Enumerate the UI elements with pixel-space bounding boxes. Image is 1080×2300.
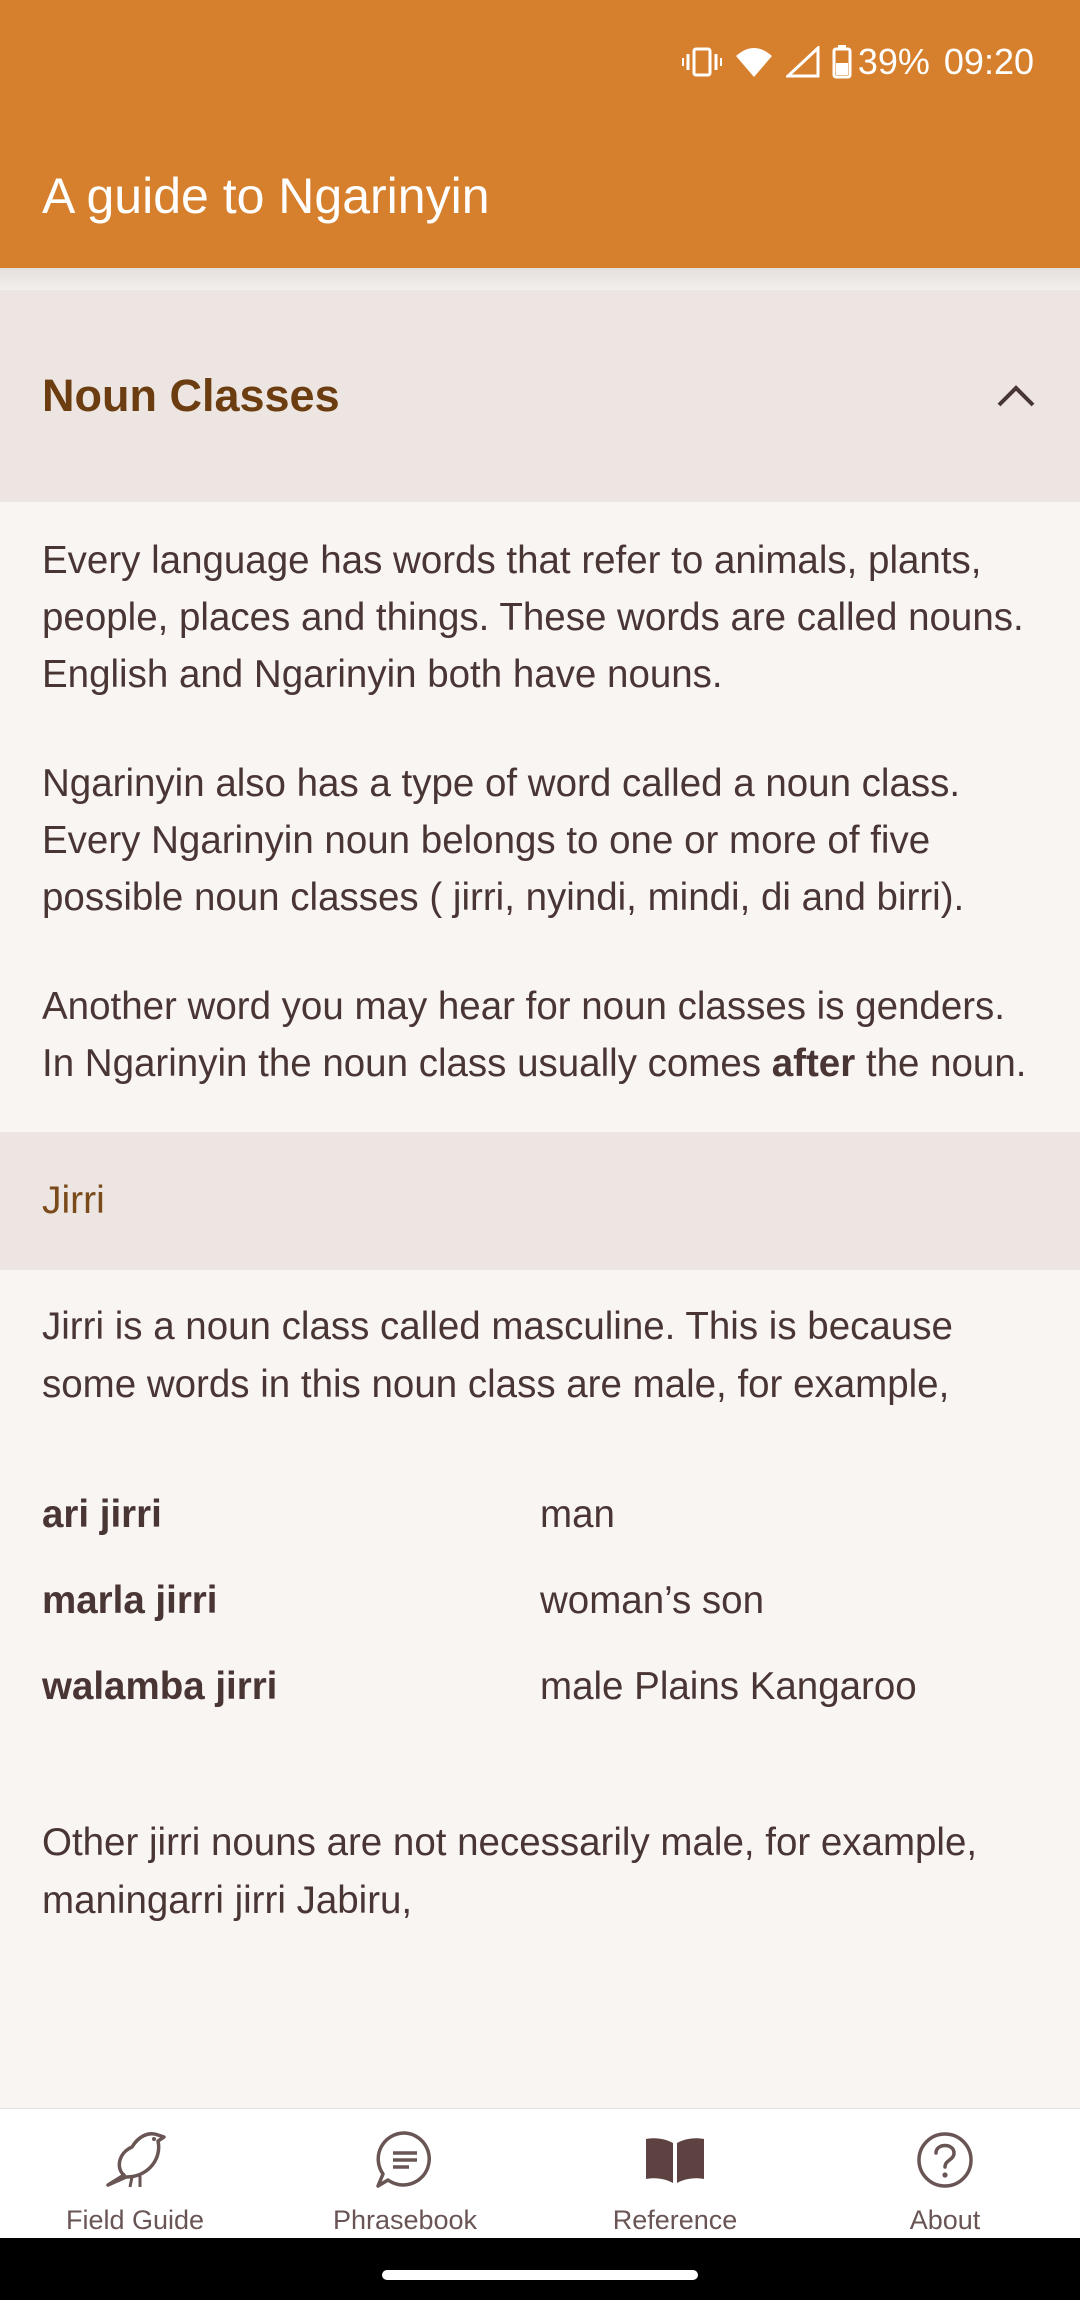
subsection-header-jirri[interactable] [0,1132,1080,1270]
help-circle-icon [912,2127,978,2193]
paragraph-text: the noun. [855,1042,1027,1085]
nav-label: About [909,2205,981,2235]
paragraph: Every language has words that refer to animals, plants, people, places and things. These words are called nouns. English and Ngarinyin both have nouns. [42,539,1024,696]
examples-list [42,1472,1038,1730]
paragraph-bold-text: after [771,1042,856,1085]
subsection-intro: Jirri is a noun class called masculine. This is because some words in this noun class are male, for example, [42,1305,953,1406]
section-header-noun-classes[interactable] [0,290,1080,502]
app-title: A guide to Ngarinyin [42,168,490,224]
section-body [0,502,1080,1132]
section-title: Noun Classes [42,370,340,421]
subsection-more-text: Other jirri nouns are not necessarily male, for example, maningarri jirri Jabiru, [42,1821,978,1922]
battery-icon [832,45,852,79]
subsection-title: Jirri [42,1179,105,1222]
wifi-icon [734,46,774,78]
example-term: walamba jirri [42,1665,278,1708]
example-meaning: man [540,1493,615,1536]
vibrate-icon [682,45,722,79]
nav-label: Field Guide [65,2205,205,2235]
bottom-navigation [0,2108,1080,2239]
paragraph-text: Another word you may hear for noun classes is genders. In Ngarinyin the noun class usually comes [42,985,1006,1085]
cellular-signal-icon [786,46,820,78]
content-scroll[interactable] [0,290,1080,2108]
nav-item-phrasebook[interactable] [270,2109,540,2239]
example-row [42,1644,1038,1730]
home-gesture-handle[interactable] [382,2270,698,2280]
bird-icon [102,2127,168,2193]
example-row [42,1472,1038,1558]
nav-label: Phrasebook [332,2205,478,2235]
chevron-up-icon[interactable] [994,374,1038,418]
example-term: ari jirri [42,1493,162,1536]
paragraph [42,978,1038,1092]
nav-item-field-guide[interactable] [0,2109,270,2239]
example-row [42,1558,1038,1644]
example-meaning: male Plains Kangaroo [540,1665,917,1708]
nav-item-reference[interactable] [540,2109,810,2239]
nav-item-about[interactable] [810,2109,1080,2239]
header-shadow [0,268,1080,290]
book-icon [642,2127,708,2193]
nav-label: Reference [612,2205,738,2235]
paragraph: Ngarinyin also has a type of word called a noun class. Every Ngarinyin noun belongs to one or more of five possible noun classes ( jirri, nyindi, mindi, di and birri). [42,762,965,919]
battery-percent: 39% [857,41,930,82]
system-navigation-bar [0,2238,1080,2300]
example-term: marla jirri [42,1579,218,1622]
status-bar [682,38,1034,86]
chat-bubble-icon [372,2127,438,2193]
subsection-body [0,1270,1080,1930]
app-header [0,0,1080,268]
clock: 09:20 [943,41,1034,82]
example-meaning: woman’s son [540,1579,764,1622]
